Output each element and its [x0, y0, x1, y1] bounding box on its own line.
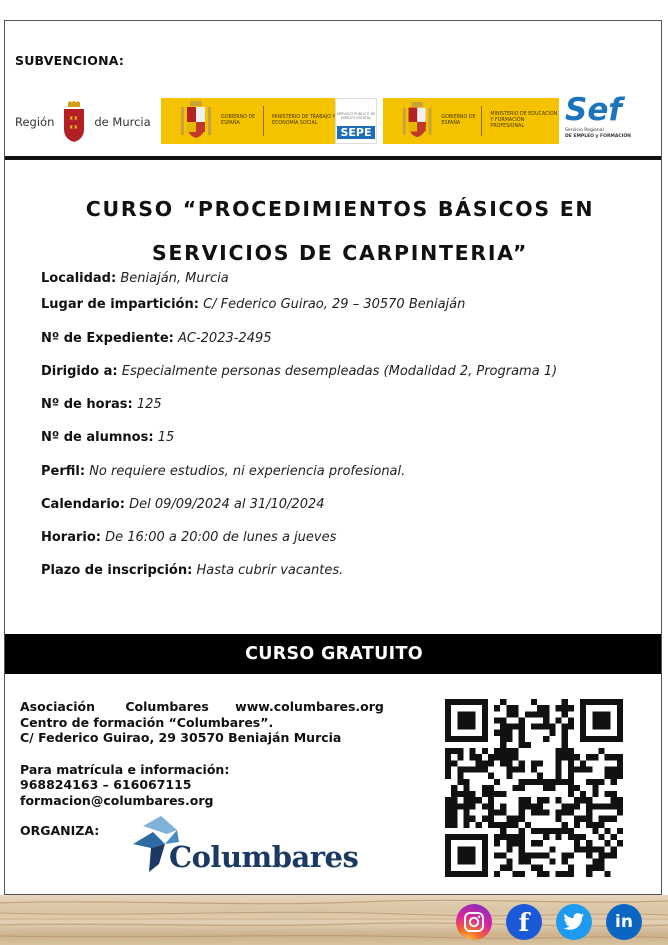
detail-key: Dirigido a:	[41, 364, 118, 379]
address-line: C/ Federico Guirao, 29 30570 Beniaján Murcia	[20, 730, 342, 745]
detail-row-lugar	[41, 297, 465, 312]
sef-sub1: Servicio Regional	[565, 128, 604, 133]
detail-key: Localidad:	[41, 271, 117, 286]
detail-value: C/ Federico Guirao, 29 – 30570 Beniaján	[203, 297, 466, 312]
detail-key: Horario:	[41, 530, 101, 545]
qr-modules	[445, 699, 623, 877]
instagram-glyph	[463, 911, 485, 933]
divider	[263, 106, 264, 136]
detail-row-calendario	[41, 497, 325, 512]
detail-key: Plazo de inscripción:	[41, 563, 193, 578]
header-divider	[5, 156, 662, 160]
detail-key: Calendario:	[41, 497, 125, 512]
murcia-crest-icon	[60, 101, 88, 143]
association-line	[20, 699, 384, 715]
svg-text:♜♜: ♜♜	[69, 116, 79, 122]
detail-row-plazo	[41, 563, 343, 578]
gob2-ministerio-text: MINISTERIO DE EDUCACIÓN Y FORMACIÓN PROFESIONAL	[490, 112, 558, 129]
detail-row-expediente	[41, 331, 272, 346]
detail-row-alumnos	[41, 430, 174, 445]
detail-key: Lugar de impartición:	[41, 297, 199, 312]
sponsor-logos	[5, 93, 662, 153]
gob1-ministerio-text: MINISTERIO DE TRABAJO Y ECONOMÍA SOCIAL	[272, 115, 336, 126]
detail-key: Nº de Expediente:	[41, 331, 174, 346]
detail-value: 15	[157, 430, 175, 445]
detail-key: Perfil:	[41, 464, 86, 479]
gob1-gobierno-text: GOBIERNO DE ESPAÑA	[221, 115, 256, 126]
info-label: Para matrícula e información:	[20, 761, 230, 777]
gob2-gobierno-text: GOBIERNO DE ESPAÑA	[441, 115, 476, 126]
website-link[interactable]: www.columbares.org	[235, 699, 384, 714]
detail-value: AC-2023-2495	[177, 331, 272, 346]
poster-sheet	[4, 20, 662, 895]
detail-row-horas	[41, 397, 162, 412]
columbares-logo	[129, 814, 359, 884]
facebook-icon[interactable]: f	[506, 904, 542, 940]
twitter-icon[interactable]	[556, 904, 592, 940]
region-right-text: de Murcia	[94, 115, 151, 129]
organiza-label: ORGANIZA:	[20, 823, 100, 838]
divider	[481, 106, 482, 136]
instagram-icon[interactable]	[456, 904, 492, 940]
detail-key: Nº de horas:	[41, 397, 133, 412]
course-title-line2: SERVICIOS DE CARPINTERIA”	[151, 241, 529, 265]
svg-text:♜♜: ♜♜	[69, 125, 79, 131]
contact-info	[20, 699, 384, 808]
detail-value: Beniaján, Murcia	[120, 271, 229, 286]
detail-value: Del 09/09/2024 al 31/10/2024	[129, 497, 325, 512]
columbares-wordmark: Columbares	[169, 840, 359, 874]
detail-value: Hasta cubrir vacantes.	[196, 563, 344, 578]
detail-key: Nº de alumnos:	[41, 430, 154, 445]
sepe-text: SEPE	[337, 126, 374, 139]
subvenciona-label: SUBVENCIONA:	[15, 53, 125, 68]
email-link[interactable]: formacion@columbares.org	[20, 792, 214, 808]
detail-row-perfil	[41, 464, 405, 479]
region-murcia-logo	[15, 97, 151, 147]
detail-value: De 16:00 a 20:00 de lunes a jueves	[105, 530, 337, 545]
spain-coat-of-arms-icon	[401, 101, 433, 141]
gobierno-educacion-logo	[383, 98, 559, 144]
detail-row-horario	[41, 530, 336, 545]
detail-row-dirigido	[41, 364, 557, 379]
sef-sub2: DE EMPLEO y FORMACIÓN	[565, 134, 631, 140]
spain-coat-of-arms-icon	[179, 101, 213, 141]
assoc-name: Columbares	[125, 699, 209, 714]
centro-line: Centro de formación “Columbares”.	[20, 714, 274, 730]
course-title	[35, 187, 645, 275]
free-course-banner: CURSO GRATUITO	[5, 634, 662, 674]
detail-value: 125	[136, 397, 162, 412]
phone-numbers[interactable]: 968824163 – 616067115	[20, 777, 192, 792]
sef-logo	[565, 93, 657, 149]
sepe-small-text: SERVICIO PÚBLICO DE EMPLEO ESTATAL	[336, 111, 376, 120]
assoc-left: Asociación	[20, 699, 96, 714]
linkedin-icon[interactable]: in	[606, 904, 642, 940]
sef-word: Sef	[565, 92, 622, 128]
detail-value: Especialmente personas desempleadas (Modalidad 2, Programa 1)	[121, 364, 558, 379]
twitter-bird-glyph	[563, 912, 585, 932]
sepe-logo	[335, 98, 377, 144]
detail-row-localidad	[41, 271, 229, 286]
region-left-text: Región	[15, 115, 55, 129]
detail-value: No requiere estudios, ni experiencia profesional.	[89, 464, 406, 479]
course-title-line1: CURSO “PROCEDIMIENTOS BÁSICOS EN	[85, 197, 595, 221]
gobierno-trabajo-logo	[161, 98, 377, 144]
qr-code[interactable]	[445, 699, 623, 877]
